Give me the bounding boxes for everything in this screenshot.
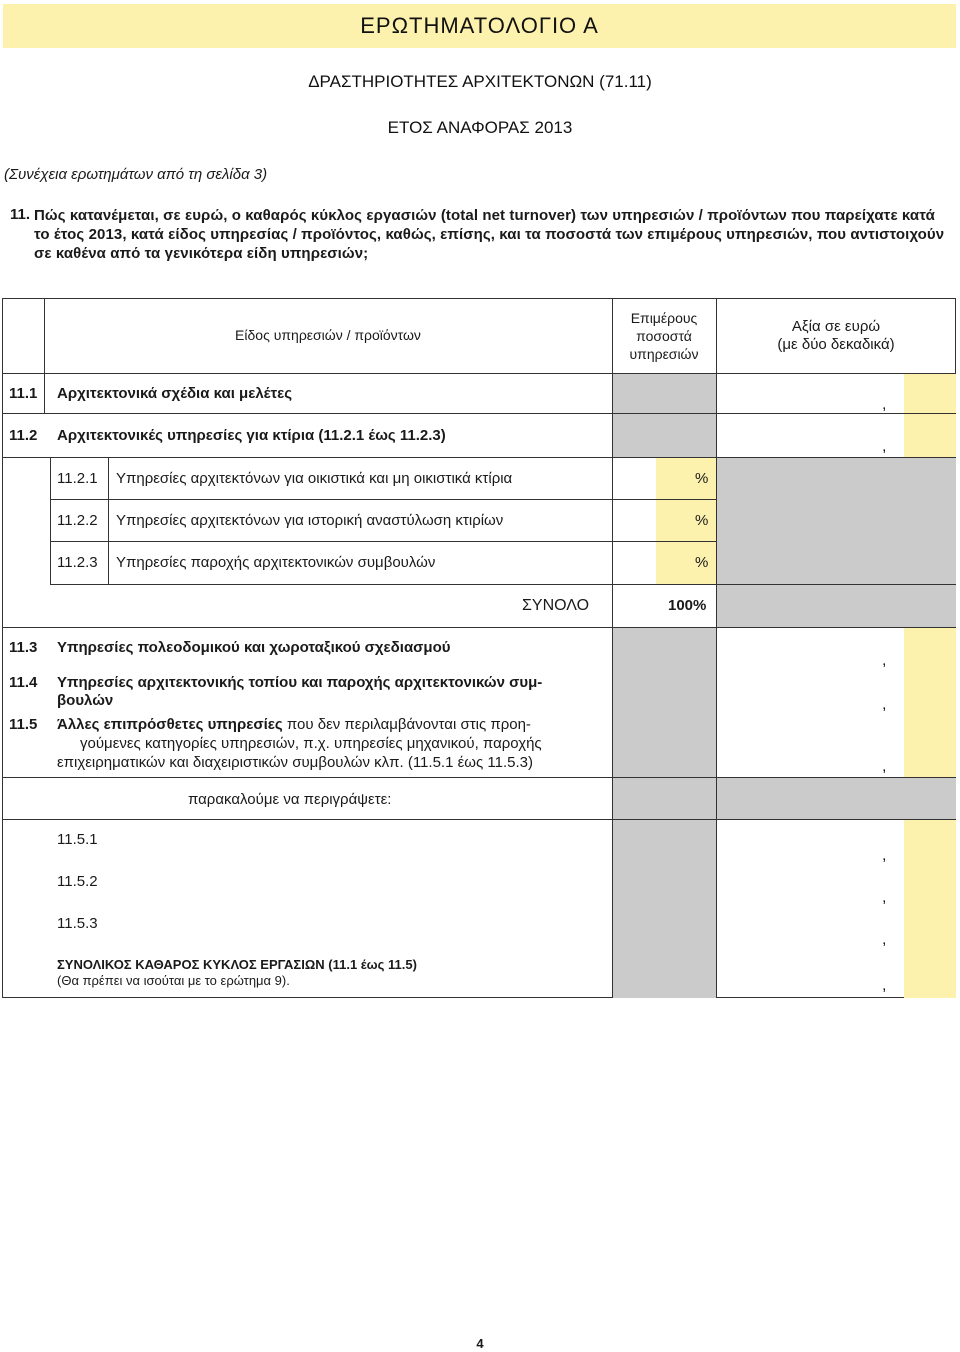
row-code-11-5-3: 11.5.3 [57, 915, 98, 932]
row-code-11-4: 11.4 [9, 674, 38, 691]
title-banner [3, 4, 956, 48]
row-code-11-2-2: 11.2.2 [57, 512, 98, 529]
question-number: 11. [10, 206, 31, 223]
column-header-pct: Επιμέρους ποσοστά υπηρεσιών [629, 310, 699, 362]
reference-year: ΕΤΟΣ ΑΝΑΦΟΡΑΣ 2013 [387, 118, 573, 137]
subtotal-label: ΣΥΝΟΛΟ [522, 597, 590, 614]
decimal-field-11-3-11-5[interactable] [904, 627, 956, 777]
decimal-field-11-5-x[interactable] [904, 819, 956, 998]
activity-heading: ΔΡΑΣΤΗΡΙΟΤΗΤΕΣ ΑΡΧΙΤΕΚΤΟΝΩΝ (71.11) [308, 72, 652, 91]
page-number: 4 [476, 1336, 484, 1351]
value-shade-subitems [716, 457, 956, 627]
row-label-11-4-cont: βουλών [57, 692, 114, 709]
describe-prompt: παρακαλούμε να περιγράψετε: [188, 791, 392, 808]
decimal-field-11-1-11-2[interactable] [904, 373, 956, 457]
value-shade-describe [716, 777, 956, 819]
row-code-11-2-3: 11.2.3 [57, 554, 98, 571]
column-header-value: Αξία σε ευρώ (με δύο δεκαδικά) [777, 318, 895, 353]
decimal-sep: , [882, 931, 887, 948]
row-label-11-2-1: Υπηρεσίες αρχιτεκτόνων για οικιστικά και μη οικιστικά κτίρια [116, 470, 513, 487]
decimal-sep: , [882, 396, 887, 413]
pct-shade-lower [612, 627, 716, 998]
decimal-sep: , [882, 758, 887, 775]
row-label-11-5-line3: επιχειρηματικών και διαχειριστικών συμβουλών κλπ. (11.5.1 έως 11.5.3) [57, 754, 533, 771]
decimal-sep: , [882, 977, 887, 994]
grand-total-note: (Θα πρέπει να ισούται με το ερώτημα 9). [57, 973, 290, 988]
pct-shade-11-1-11-2 [612, 373, 716, 457]
row-label-11-2-2: Υπηρεσίες αρχιτεκτόνων για ιστορική αναστύλωση κτιρίων [116, 512, 504, 529]
subtotal-value: 100% [668, 597, 707, 614]
question-text: Πώς κατανέμεται, σε ευρώ, ο καθαρός κύκλος εργασιών (total net turnover) των υπηρεσιών / προϊόντων που παρείχατε κατά το έτος 2013, κατά είδος υπηρεσίας / προϊόντος, καθώς, επίσης, και τα ποσοστά των επιμέρους υπηρεσιών, που αντιστοιχούν σε καθένα από τα γενικότερα είδη υπηρεσιών; [34, 207, 945, 262]
row-label-11-1: Αρχιτεκτονικά σχέδια και μελέτες [57, 385, 293, 402]
decimal-sep: , [882, 438, 887, 455]
row-label-11-4: Υπηρεσίες αρχιτεκτονικής τοπίου και παροχής αρχιτεκτονικών συμ- [57, 674, 543, 691]
decimal-sep: , [882, 847, 887, 864]
grand-total-label: ΣΥΝΟΛΙΚΟΣ ΚΑΘΑΡΟΣ ΚΥΚΛΟΣ ΕΡΓΑΣΙΩΝ (11.1 έως 11.5) [57, 957, 417, 972]
row-code-11-5: 11.5 [9, 716, 38, 733]
form-title: ΕΡΩΤΗΜΑΤΟΛΟΓΙΟ Α [360, 13, 599, 38]
column-header-type: Είδος υπηρεσιών / προϊόντων [235, 327, 421, 343]
row-code-11-2: 11.2 [9, 427, 38, 444]
row-label-11-2: Αρχιτεκτονικές υπηρεσίες για κτίρια (11.2.1 έως 11.2.3) [57, 427, 446, 444]
row-code-11-1: 11.1 [9, 385, 38, 402]
continuation-note: (Συνέχεια ερωτημάτων από τη σελίδα 3) [4, 166, 268, 183]
row-code-11-5-2: 11.5.2 [57, 873, 98, 890]
row-code-11-3: 11.3 [9, 639, 38, 656]
pct-sign: % [695, 554, 709, 571]
row-code-11-5-1: 11.5.1 [57, 831, 98, 848]
decimal-sep: , [882, 889, 887, 906]
row-label-11-5: Άλλες επιπρόσθετες υπηρεσίες που δεν περιλαμβάνονται στις προη- [57, 716, 531, 733]
pct-sign: % [695, 470, 709, 487]
row-code-11-2-1: 11.2.1 [57, 470, 98, 487]
decimal-sep: , [882, 652, 887, 669]
pct-sign: % [695, 512, 709, 529]
decimal-sep: , [882, 696, 887, 713]
row-label-11-2-3: Υπηρεσίες παροχής αρχιτεκτονικών συμβουλών [116, 554, 436, 571]
row-label-11-3: Υπηρεσίες πολεοδομικού και χωροταξικού σχεδιασμού [57, 639, 451, 656]
row-label-11-5-line2: γούμενες κατηγορίες υπηρεσιών, π.χ. υπηρεσίες μηχανικού, παροχής [80, 735, 542, 752]
